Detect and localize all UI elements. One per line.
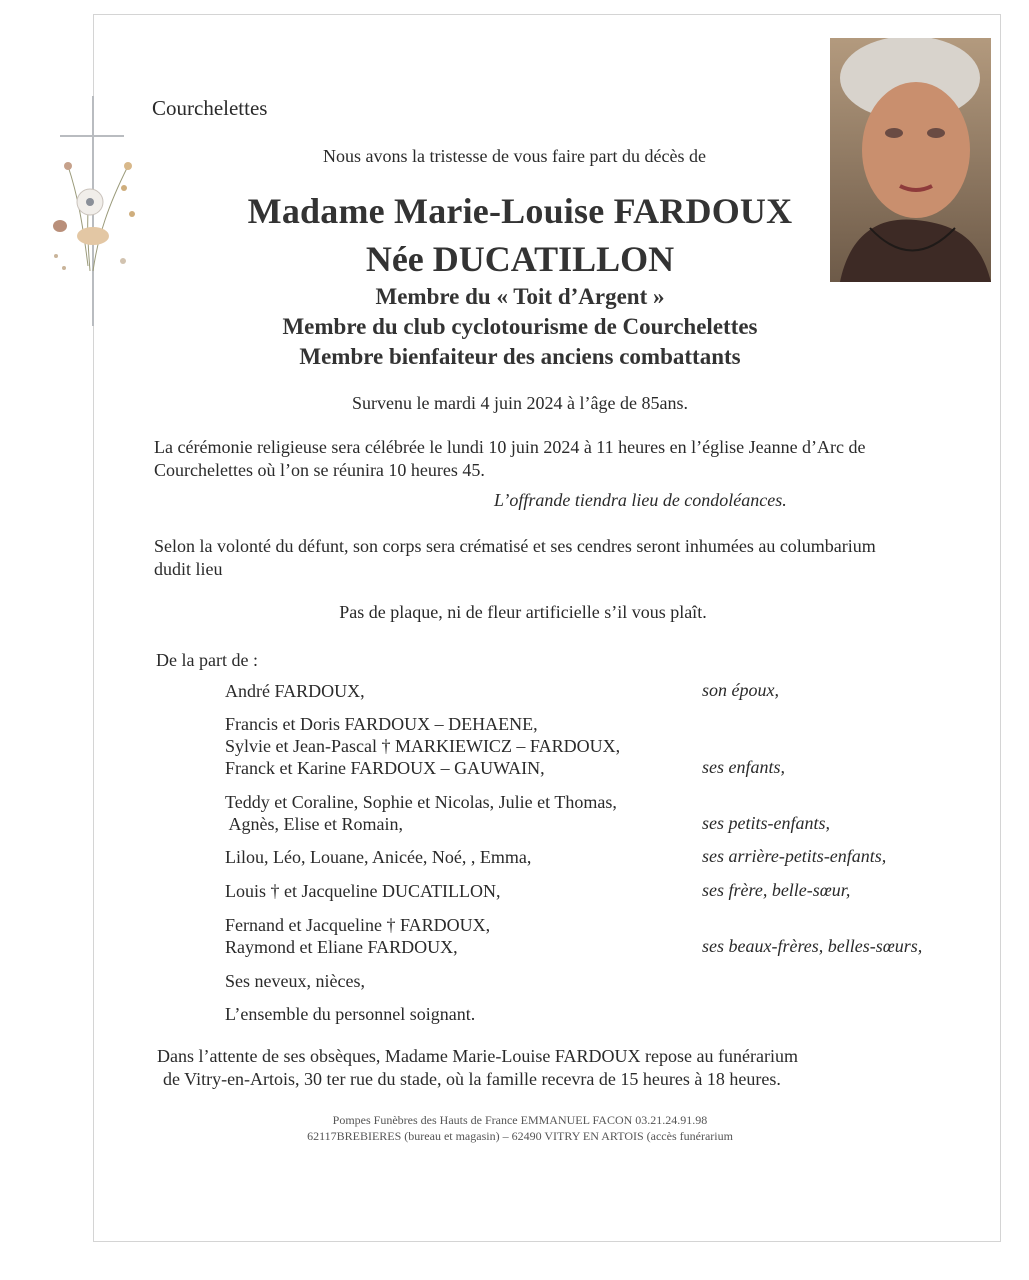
relation-label: ses arrière-petits-enfants, <box>702 846 887 866</box>
cremation-line-1: Selon la volonté du défunt, son corps sera crématisé et ses cendres seront inhumées au columbarium <box>154 536 876 556</box>
membership-1: Membre du « Toit d’Argent » <box>375 284 665 309</box>
relation-label: ses frère, belle-sœur, <box>702 880 851 900</box>
cremation-text <box>154 535 876 581</box>
offering-note: L’offrande tiendra lieu de condoléances. <box>494 490 787 510</box>
ceremony-text <box>154 436 866 482</box>
membership-2: Membre du club cyclotourisme de Courchelettes <box>282 314 758 339</box>
repose-text <box>157 1045 798 1091</box>
funeral-home-line-2: 62117BREBIERES (bureau et magasin) – 62490 VITRY EN ARTOIS (accès funérarium <box>307 1129 733 1143</box>
family-line: Teddy et Coraline, Sophie et Nicolas, Julie et Thomas, <box>225 792 617 812</box>
relation-label: ses enfants, <box>702 757 785 777</box>
family-line: André FARDOUX, <box>225 681 365 701</box>
portrait-photo <box>830 38 991 282</box>
family-line: Lilou, Léo, Louane, Anicée, Noé, , Emma, <box>225 847 532 867</box>
family-line: Agnès, Elise et Romain, <box>225 814 403 834</box>
relation-label: ses beaux-frères, belles-sœurs, <box>702 936 923 956</box>
funeral-home-line-1: Pompes Funèbres des Hauts de France EMMANUEL FACON 03.21.24.91.98 <box>332 1113 708 1127</box>
repose-line-2: de Vitry-en-Artois, 30 ter rue du stade, où la famille recevra de 15 heures à 18 heures. <box>163 1069 781 1089</box>
ceremony-line-1: La cérémonie religieuse sera célébrée le lundi 10 juin 2024 à 11 heures en l’église Jeanne d’Arc de <box>154 437 866 457</box>
cremation-line-2: dudit lieu <box>154 559 223 579</box>
repose-line-1: Dans l’attente de ses obsèques, Madame Marie-Louise FARDOUX repose au funérarium <box>157 1046 798 1066</box>
from-label: De la part de : <box>156 650 258 670</box>
intro-text: Nous avons la tristesse de vous faire part du décès de <box>323 146 706 166</box>
town-name: Courchelettes <box>152 96 268 120</box>
family-line: Louis † et Jacqueline DUCATILLON, <box>225 881 501 901</box>
family-line: L’ensemble du personnel soignant. <box>225 1004 476 1024</box>
membership-3: Membre bienfaiteur des anciens combattants <box>299 344 741 369</box>
family-line: Raymond et Eliane FARDOUX, <box>225 937 458 957</box>
deceased-name: Madame Marie-Louise FARDOUX <box>247 191 793 231</box>
no-plaque-note: Pas de plaque, ni de fleur artificielle s’il vous plaît. <box>339 602 707 622</box>
ceremony-line-2: Courchelettes où l’on se réunira 10 heures 45. <box>154 460 485 480</box>
death-date: Survenu le mardi 4 juin 2024 à l’âge de 85ans. <box>352 393 688 413</box>
maiden-name: Née DUCATILLON <box>365 239 675 279</box>
family-line: Sylvie et Jean-Pascal † MARKIEWICZ – FARDOUX, <box>225 736 621 756</box>
family-line: Fernand et Jacqueline † FARDOUX, <box>225 915 491 935</box>
family-line: Francis et Doris FARDOUX – DEHAENE, <box>225 714 538 734</box>
relation-label: son époux, <box>702 680 779 700</box>
relation-label: ses petits-enfants, <box>702 813 830 833</box>
family-line: Ses neveux, nièces, <box>225 971 365 991</box>
family-line: Franck et Karine FARDOUX – GAUWAIN, <box>225 758 545 778</box>
